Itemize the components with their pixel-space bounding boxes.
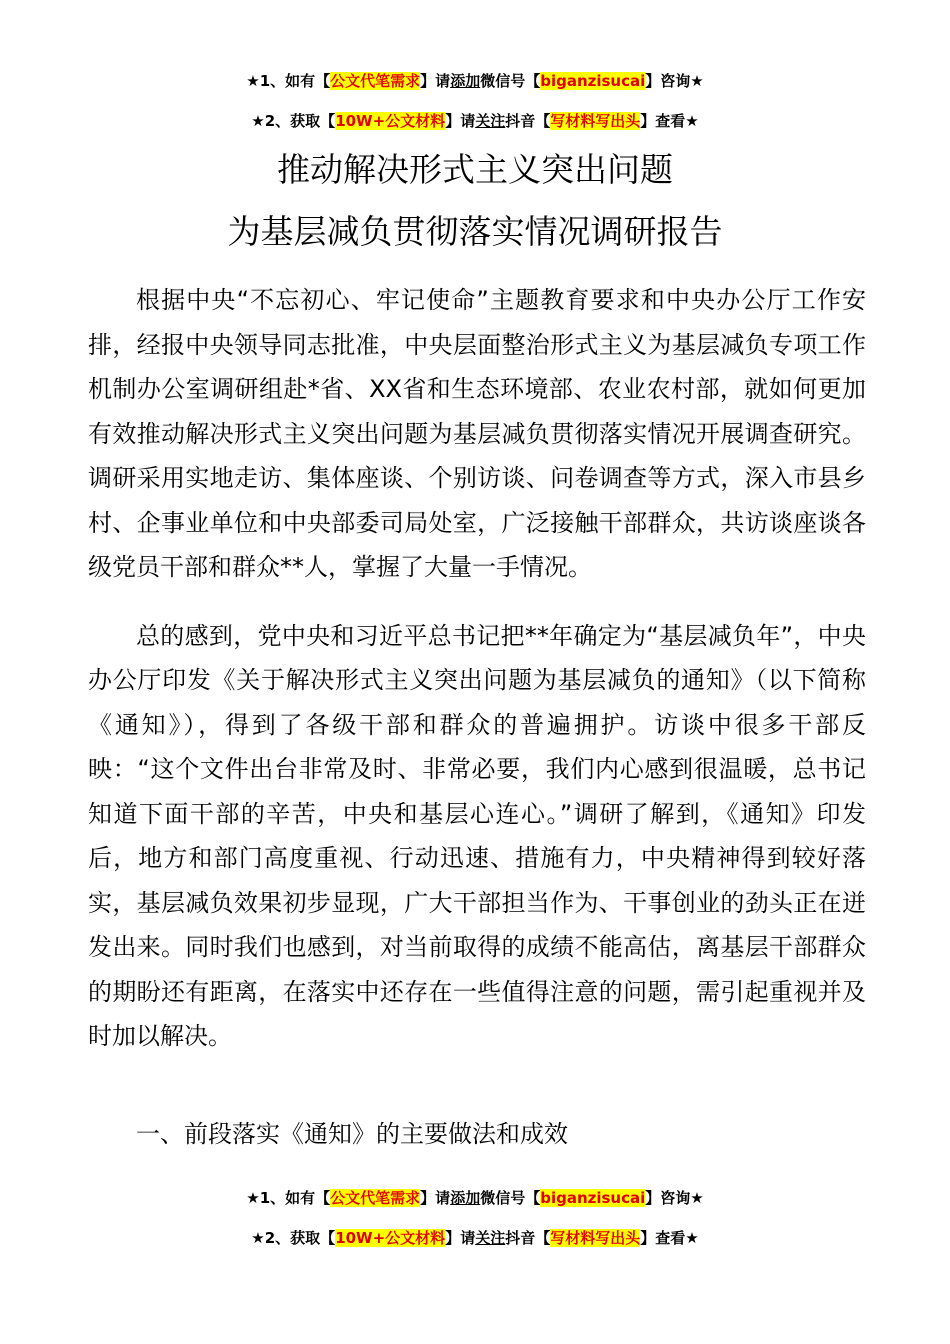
ad-text: 】请: [445, 1229, 476, 1247]
ad-highlight: 10W+公文材料: [335, 1229, 446, 1247]
document-title-line-2: 为基层减负贯彻落实情况调研报告: [227, 212, 723, 251]
ad-highlight: 10W+公文材料: [335, 112, 446, 130]
ad-text: 抖音【: [505, 112, 551, 130]
ad-text: ★2、获取【: [251, 112, 336, 130]
ad-underline: 添加: [450, 72, 481, 90]
ad-text: 】查看★: [640, 112, 699, 130]
ad-highlight: biganzisucai: [540, 72, 646, 90]
ad-text: 微信号【: [480, 72, 541, 90]
document-title-line-1: 推动解决形式主义突出问题: [277, 150, 673, 189]
ad-text: ★2、获取【: [251, 1229, 336, 1247]
ad-highlight: 写材料写出头: [550, 1229, 641, 1247]
ad-text: 】请: [420, 1189, 451, 1207]
ad-text: ★1、如有【: [246, 72, 331, 90]
ad-text: 】请: [420, 72, 451, 90]
ad-text: 】咨询★: [645, 72, 704, 90]
section-heading: 一、前段落实《通知》的主要做法和成效: [136, 1120, 568, 1148]
paragraph-2: 总的感到，党中央和习近平总书记把**年确定为“基层减负年”，中央办公厅印发《关于解决形式主义突出问题为基层减负的通知》（以下简称《通知》），得到了各级干部和群众的普遍拥护。访谈中很多干部反映：“这个文件出台非常及时、非常必要，我们内心感到很温暖，总书记知道下面干部的辛苦，中央和基层心连心。”调研了解到，《通知》印发后，地方和部门高度重视、行动迅速、措施有力，中央精神得到较好落实，基层减负效果初步显现，广大干部担当作为、干事创业的劲头正在迸发出来。同时我们也感到，对当前取得的成绩不能高估，离基层干部群众的期盼还有距离，在落实中还存在一些值得注意的问题，需引起重视并及时加以解决。: [88, 621, 866, 1050]
ad-text: 微信号【: [480, 1189, 541, 1207]
ad-highlight: 公文代笔需求: [330, 1189, 421, 1207]
footer-ad-line-1: [0, 1187, 950, 1209]
ad-highlight: biganzisucai: [540, 1189, 646, 1207]
ad-text: 】咨询★: [645, 1189, 704, 1207]
ad-highlight: 公文代笔需求: [330, 72, 421, 90]
ad-text: ★1、如有【: [246, 1189, 331, 1207]
header-ad-line-2: [0, 110, 950, 132]
ad-underline: 关注: [475, 112, 506, 130]
ad-underline: 关注: [475, 1229, 506, 1247]
ad-text: 】查看★: [640, 1229, 699, 1247]
footer-ad-line-2: [0, 1227, 950, 1249]
ad-text: 抖音【: [505, 1229, 551, 1247]
header-ad-line-1: [0, 70, 950, 92]
ad-underline: 添加: [450, 1189, 481, 1207]
ad-text: 】请: [445, 112, 476, 130]
ad-highlight: 写材料写出头: [550, 112, 641, 130]
document-body: [88, 278, 866, 1059]
paragraph-1: 根据中央“不忘初心、牢记使命”主题教育要求和中央办公厅工作安排，经报中央领导同志批准，中央层面整治形式主义为基层减负专项工作机制办公室调研组赴*省、XX省和生态环境部、农业农村部，就如何更加有效推动解决形式主义突出问题为基层减负贯彻落实情况开展调查研究。调研采用实地走访、集体座谈、个别访谈、问卷调查等方式，深入市县乡村、企事业单位和中央部委司局处室，广泛接触干部群众，共访谈座谈各级党员干部和群众**人，掌握了大量一手情况。: [88, 286, 866, 581]
